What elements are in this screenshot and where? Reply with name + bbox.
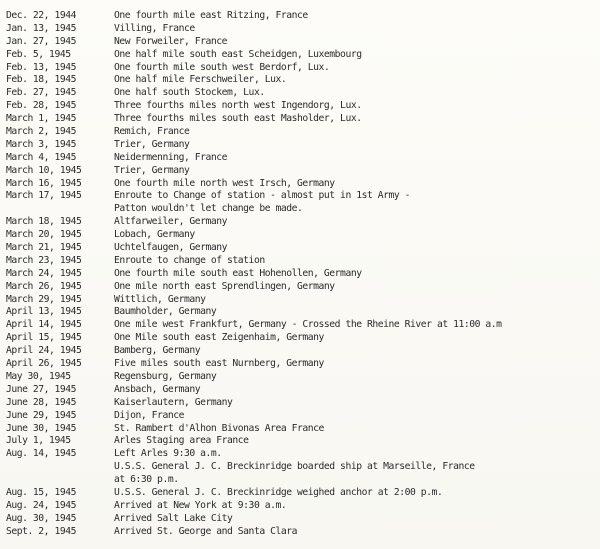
entry-location: One half south Stockem, Lux. bbox=[114, 87, 265, 99]
entry-location: One fourth mile east Ritzing, France bbox=[114, 10, 308, 21]
itinerary-entry bbox=[6, 435, 598, 448]
itinerary-entry bbox=[6, 36, 598, 49]
entry-date: Jan. 13, 1945 bbox=[6, 22, 76, 34]
entry-date: April 14, 1945 bbox=[6, 319, 82, 331]
entry-date: Aug. 30, 1945 bbox=[6, 512, 76, 524]
entry-date: March 24, 1945 bbox=[6, 267, 82, 279]
itinerary-entry bbox=[6, 384, 598, 397]
entry-date: Dec. 22, 1944 bbox=[6, 10, 76, 21]
entry-location: Three fourths miles south east Masholder, Lux. bbox=[114, 113, 362, 125]
entry-date bbox=[6, 203, 114, 216]
itinerary-entry bbox=[6, 100, 598, 113]
entry-date: March 1, 1945 bbox=[6, 113, 76, 125]
entry-location: Trier, Germany bbox=[114, 164, 190, 176]
itinerary-entry bbox=[6, 358, 598, 371]
entry-date: May 30, 1945 bbox=[6, 370, 71, 382]
entry-location: One Mile south east Zeigenhaim, Germany bbox=[114, 332, 324, 344]
entry-date: March 20, 1945 bbox=[6, 229, 82, 241]
entry-date: Feb. 5, 1945 bbox=[6, 48, 71, 60]
itinerary-entry bbox=[6, 10, 598, 23]
itinerary-entry bbox=[6, 345, 598, 358]
entry-date: Aug. 15, 1945 bbox=[6, 486, 76, 498]
entry-location: Three fourths miles north west Ingendorg, Lux. bbox=[114, 100, 362, 112]
entry-date: June 27, 1945 bbox=[6, 383, 76, 395]
itinerary-entry bbox=[6, 294, 598, 307]
itinerary-entry bbox=[6, 113, 598, 126]
entry-date: March 18, 1945 bbox=[6, 216, 82, 228]
itinerary-entry bbox=[6, 74, 598, 87]
entry-date: March 29, 1945 bbox=[6, 293, 82, 305]
itinerary-entry bbox=[6, 139, 598, 152]
itinerary-entry bbox=[6, 216, 598, 229]
itinerary-entry bbox=[6, 500, 598, 513]
entry-location: Wittlich, Germany bbox=[114, 293, 206, 305]
entry-location: Lobach, Germany bbox=[114, 229, 195, 241]
entry-location: U.S.S. General J. C. Breckinridge boarded ship at Marseille, France bbox=[114, 461, 475, 473]
entry-location: Arles Staging area France bbox=[114, 435, 249, 447]
entry-location: Five miles south east Nurnberg, Germany bbox=[114, 358, 324, 370]
entry-date: June 28, 1945 bbox=[6, 396, 76, 408]
itinerary-entry bbox=[6, 487, 598, 500]
itinerary-entry bbox=[6, 49, 598, 62]
itinerary-entry bbox=[6, 371, 598, 384]
itinerary-entry bbox=[6, 448, 598, 461]
entry-location: Ansbach, Germany bbox=[114, 383, 201, 395]
entry-location: Altfarweiler, Germany bbox=[114, 216, 228, 228]
entry-date: April 24, 1945 bbox=[6, 345, 82, 357]
itinerary-continuation-line bbox=[6, 461, 598, 474]
entry-location: Enroute to change of station bbox=[114, 254, 265, 266]
itinerary-entry bbox=[6, 526, 598, 539]
itinerary-entry bbox=[6, 242, 598, 255]
itinerary-entry bbox=[6, 397, 598, 410]
itinerary-entry bbox=[6, 513, 598, 526]
entry-location: Neidermenning, France bbox=[114, 151, 228, 163]
itinerary-entry bbox=[6, 87, 598, 100]
entry-date: March 10, 1945 bbox=[6, 164, 82, 176]
entry-date: June 29, 1945 bbox=[6, 409, 76, 421]
itinerary-entry bbox=[6, 423, 598, 436]
entry-location: Enroute to Change of station - almost put in 1st Army - bbox=[114, 190, 411, 202]
entry-location: Bamberg, Germany bbox=[114, 345, 201, 357]
entry-date: Feb. 13, 1945 bbox=[6, 61, 76, 73]
itinerary-entry bbox=[6, 319, 598, 332]
entry-location: Trier, Germany bbox=[114, 138, 190, 150]
entry-date: March 16, 1945 bbox=[6, 177, 82, 189]
entry-date: March 23, 1945 bbox=[6, 254, 82, 266]
itinerary-entry bbox=[6, 410, 598, 423]
entry-date: July 1, 1945 bbox=[6, 435, 71, 447]
entry-date: Feb. 27, 1945 bbox=[6, 87, 76, 99]
itinerary-entry bbox=[6, 306, 598, 319]
entry-date: March 3, 1945 bbox=[6, 138, 76, 150]
entry-date: Feb. 28, 1945 bbox=[6, 100, 76, 112]
itinerary-entry bbox=[6, 268, 598, 281]
entry-location: Dijon, France bbox=[114, 409, 184, 421]
entry-location: U.S.S. General J. C. Breckinridge weighed anchor at 2:00 p.m. bbox=[114, 486, 443, 498]
itinerary-continuation-line bbox=[6, 203, 598, 216]
entry-location: Baumholder, Germany bbox=[114, 306, 217, 318]
entry-date: Aug. 24, 1945 bbox=[6, 499, 76, 511]
itinerary-entry bbox=[6, 178, 598, 191]
entry-location: One mile west Frankfurt, Germany - Crossed the Rheine River at 11:00 a.m bbox=[114, 319, 502, 331]
entry-date: March 2, 1945 bbox=[6, 126, 76, 138]
entry-location: Arrived at New York at 9:30 a.m. bbox=[114, 499, 287, 511]
entry-location: Villing, France bbox=[114, 22, 195, 34]
itinerary-entry bbox=[6, 62, 598, 75]
itinerary-entry bbox=[6, 229, 598, 242]
entry-location: One mile north east Sprendlingen, Germany bbox=[114, 280, 335, 292]
itinerary-entry bbox=[6, 126, 598, 139]
entry-date: Jan. 27, 1945 bbox=[6, 35, 76, 47]
itinerary-entry bbox=[6, 152, 598, 165]
entry-location: New Forweiler, France bbox=[114, 35, 228, 47]
entry-date: Sept. 2, 1945 bbox=[6, 525, 76, 537]
entry-location: Kaiserlautern, Germany bbox=[114, 396, 233, 408]
entry-date: Aug. 14, 1945 bbox=[6, 448, 76, 460]
entry-location: Arrived St. George and Santa Clara bbox=[114, 525, 298, 537]
entry-location: at 6:30 p.m. bbox=[114, 474, 179, 486]
entry-date: Feb. 18, 1945 bbox=[6, 74, 76, 86]
entry-location: Arrived Salt Lake City bbox=[114, 512, 233, 524]
entry-date bbox=[6, 474, 114, 487]
entry-location: One fourth mile south west Berdorf, Lux. bbox=[114, 61, 330, 73]
entry-location: One half mile Ferschweiler, Lux. bbox=[114, 74, 287, 86]
entry-location: One fourth mile south east Hohenollen, Germany bbox=[114, 267, 362, 279]
itinerary-entry bbox=[6, 255, 598, 268]
entry-date: March 17, 1945 bbox=[6, 190, 82, 202]
entry-date bbox=[6, 461, 114, 474]
entry-location: St. Rambert d'Alhon Bivonas Area France bbox=[114, 422, 324, 434]
itinerary-list bbox=[6, 10, 598, 539]
entry-date: March 4, 1945 bbox=[6, 151, 76, 163]
entry-location: Left Arles 9:30 a.m. bbox=[114, 448, 222, 460]
entry-location: Remich, France bbox=[114, 126, 190, 138]
entry-location: One fourth mile north west Irsch, Germany bbox=[114, 177, 335, 189]
entry-date: April 13, 1945 bbox=[6, 306, 82, 318]
itinerary-entry bbox=[6, 165, 598, 178]
entry-date: April 26, 1945 bbox=[6, 358, 82, 370]
itinerary-entry bbox=[6, 332, 598, 345]
itinerary-entry bbox=[6, 281, 598, 294]
entry-location: Uchtelfaugen, Germany bbox=[114, 242, 228, 254]
entry-date: April 15, 1945 bbox=[6, 332, 82, 344]
itinerary-continuation-line bbox=[6, 474, 598, 487]
entry-date: June 30, 1945 bbox=[6, 422, 76, 434]
entry-date: March 21, 1945 bbox=[6, 242, 82, 254]
entry-location: Regensburg, Germany bbox=[114, 370, 217, 382]
itinerary-entry bbox=[6, 190, 598, 203]
entry-date: March 26, 1945 bbox=[6, 280, 82, 292]
entry-location: Patton wouldn't let change be made. bbox=[114, 203, 303, 215]
entry-location: One half mile south east Scheidgen, Luxembourg bbox=[114, 48, 362, 60]
itinerary-entry bbox=[6, 23, 598, 36]
